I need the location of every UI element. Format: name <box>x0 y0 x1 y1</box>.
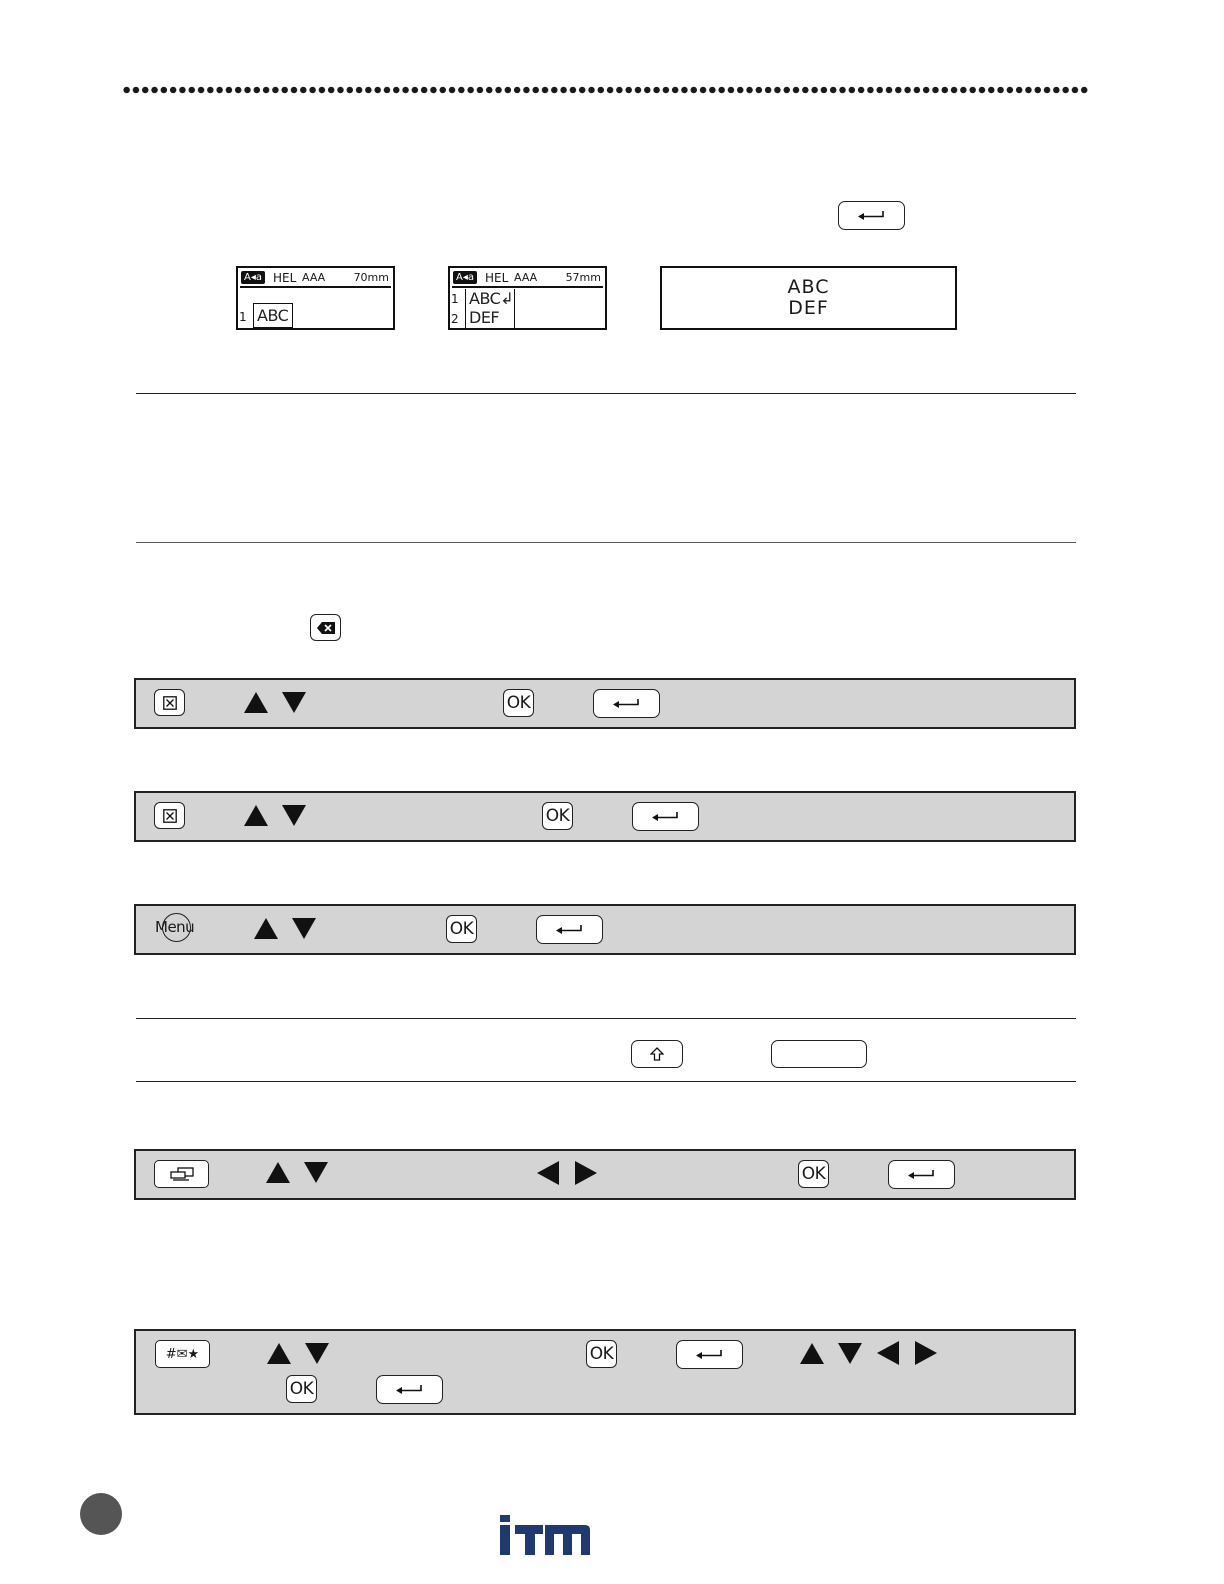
triangle-right-icon <box>915 1341 937 1365</box>
shift-key <box>631 1040 683 1068</box>
triangle-left-icon <box>877 1341 899 1365</box>
font-indicator: HEL <box>273 271 297 285</box>
enter-key <box>676 1340 743 1369</box>
lcd-text-line: ABC <box>257 306 289 325</box>
triangle-down-icon <box>838 1343 862 1364</box>
enter-key <box>536 915 603 944</box>
lcd-status-bar <box>240 270 391 288</box>
triangle-up-icon <box>254 918 278 939</box>
lcd-text-line: DEF <box>469 308 500 327</box>
enter-key <box>838 201 905 230</box>
menu-key-label: Menu <box>155 918 195 936</box>
ok-key: OK <box>586 1340 617 1368</box>
return-key-icon <box>555 924 585 936</box>
clear-key-icon <box>163 809 177 823</box>
triangle-up-icon <box>244 692 268 713</box>
header-dotted-rule <box>122 85 1090 95</box>
return-key-icon <box>857 210 887 222</box>
label-length: 70mm <box>353 271 389 284</box>
note-bottom-rule <box>136 542 1076 543</box>
return-key-icon <box>395 1384 425 1396</box>
clear-key-icon <box>163 696 177 710</box>
setting-key <box>154 1160 209 1188</box>
ok-key: OK <box>446 915 477 943</box>
lcd-status-bar <box>452 270 603 288</box>
symbol-key: #✉★ <box>155 1340 210 1368</box>
enter-key <box>376 1375 443 1404</box>
input-mode-badge: A◂a <box>453 271 477 284</box>
lcd-screen-1 <box>236 266 395 330</box>
enter-key <box>593 689 660 718</box>
clear-key <box>154 802 185 829</box>
backspace-key-icon <box>317 622 335 634</box>
return-key-icon <box>612 698 642 710</box>
triangle-down-icon <box>304 1162 328 1183</box>
font-indicator: HEL <box>485 271 509 285</box>
ok-key: OK <box>286 1375 317 1403</box>
return-key-icon <box>907 1169 937 1181</box>
line-number: 1 <box>451 292 459 306</box>
ok-key: OK <box>798 1160 829 1188</box>
triangle-down-icon <box>292 918 316 939</box>
triangle-right-icon <box>575 1161 597 1185</box>
tip-top-rule <box>136 1018 1076 1019</box>
size-indicator: AAA <box>514 271 538 284</box>
page-number-badge <box>80 1493 122 1535</box>
label-line-2: DEF <box>788 297 829 319</box>
ok-key: OK <box>542 802 573 830</box>
input-mode-badge: A◂a <box>241 271 265 284</box>
label-preview <box>660 266 957 330</box>
triangle-up-icon <box>267 1343 291 1364</box>
note-top-rule <box>136 393 1076 394</box>
triangle-down-icon <box>305 1343 329 1364</box>
ok-key: OK <box>503 689 534 717</box>
space-key <box>771 1040 867 1068</box>
line-number: 1 <box>239 310 247 324</box>
backspace-key <box>310 614 341 641</box>
lcd-text-line: ABC↲ <box>469 289 514 308</box>
triangle-down-icon <box>282 805 306 826</box>
shift-key-icon <box>650 1047 664 1061</box>
clear-key <box>154 689 185 716</box>
size-indicator: AAA <box>302 271 326 284</box>
itm-logo <box>499 1515 591 1557</box>
tip-bottom-rule <box>136 1081 1076 1082</box>
return-key-icon <box>651 811 681 823</box>
procedure-box-2 <box>134 791 1076 842</box>
enter-key <box>888 1160 955 1189</box>
lcd-screen-2 <box>448 266 607 330</box>
triangle-up-icon <box>800 1343 824 1364</box>
enter-key <box>632 802 699 831</box>
return-key-icon <box>695 1349 725 1361</box>
triangle-up-icon <box>266 1162 290 1183</box>
triangle-up-icon <box>244 805 268 826</box>
triangle-down-icon <box>282 692 306 713</box>
triangle-left-icon <box>537 1161 559 1185</box>
label-line-1: ABC <box>787 276 830 298</box>
setting-key-icon <box>169 1167 195 1181</box>
label-length: 57mm <box>565 271 601 284</box>
line-number: 2 <box>451 312 459 326</box>
